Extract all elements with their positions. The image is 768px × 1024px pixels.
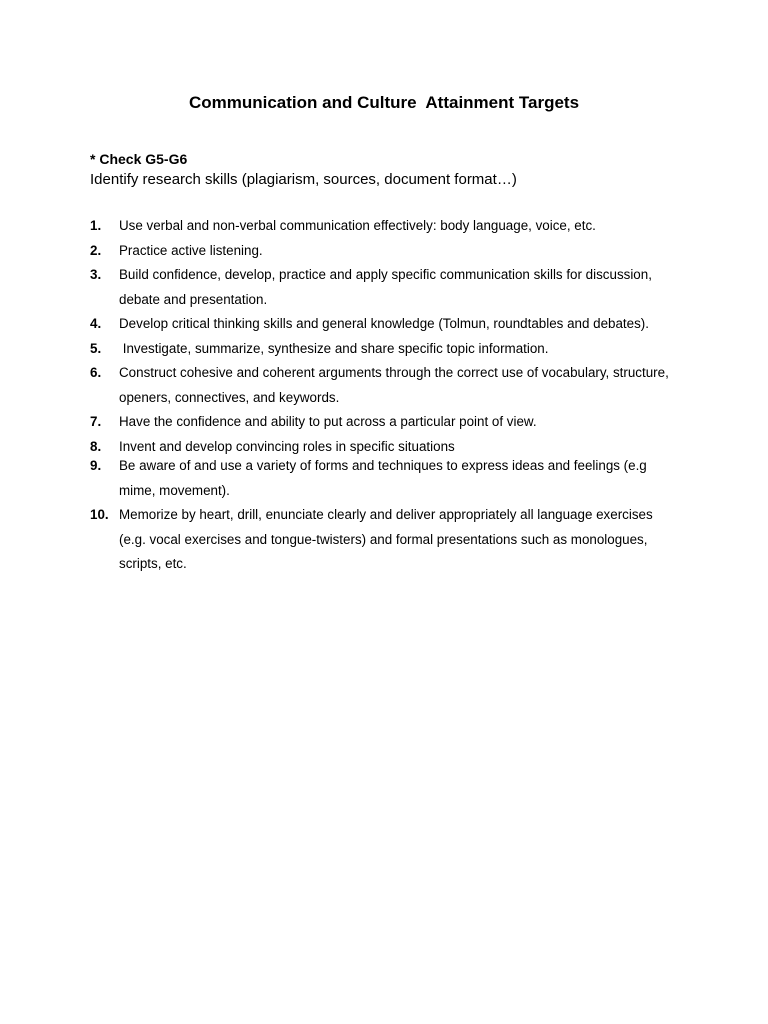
check-heading: * Check G5-G6 <box>90 151 188 167</box>
document-title: Communication and Culture Attainment Targets <box>188 93 580 112</box>
list-item-text: Practice active listening. <box>119 243 263 258</box>
list-item <box>90 214 680 239</box>
list-item-number: 2. <box>90 243 102 258</box>
list-item-text: Have the confidence and ability to put across a particular point of view. <box>119 414 537 429</box>
list-item <box>90 312 680 337</box>
research-skills-subtitle: Identify research skills (plagiarism, sources, document format…) <box>90 171 517 188</box>
list-item-text: Construct cohesive and coherent arguments through the correct use of vocabulary, structure, openers, connectives, and keywords. <box>119 365 673 405</box>
list-item-text: Investigate, summarize, synthesize and share specific topic information. <box>119 341 549 356</box>
list-item-text: Develop critical thinking skills and general knowledge (Tolmun, roundtables and debates). <box>119 316 649 331</box>
list-item-number: 3. <box>90 267 102 282</box>
list-item-text: Memorize by heart, drill, enunciate clearly and deliver appropriately all language exercises (e.g. vocal exercises and tongue-twisters) and formal presentations such as monologues, scripts, etc. <box>119 507 657 571</box>
list-item <box>90 239 680 264</box>
list-item-number: 9. <box>90 458 102 473</box>
list-item <box>90 503 680 577</box>
list-item-text: Be aware of and use a variety of forms and techniques to express ideas and feelings (e.g mime, movement). <box>119 458 651 498</box>
list-item-text: Invent and develop convincing roles in specific situations <box>119 439 455 454</box>
list-item <box>90 337 680 362</box>
list-item <box>90 263 680 312</box>
list-item-number: 5. <box>90 341 102 356</box>
list-item-number: 8. <box>90 439 102 454</box>
list-item-number: 4. <box>90 316 102 331</box>
list-item-number: 7. <box>90 414 102 429</box>
list-item-number: 1. <box>90 218 102 233</box>
list-item <box>90 361 680 410</box>
list-item-number: 6. <box>90 365 102 380</box>
list-item-text: Use verbal and non-verbal communication effectively: body language, voice, etc. <box>119 218 596 233</box>
list-item <box>90 454 680 503</box>
list-item-number: 10. <box>90 507 109 522</box>
list-item-text: Build confidence, develop, practice and apply specific communication skills for discussion, debate and presentation. <box>119 267 656 307</box>
list-item <box>90 410 680 435</box>
